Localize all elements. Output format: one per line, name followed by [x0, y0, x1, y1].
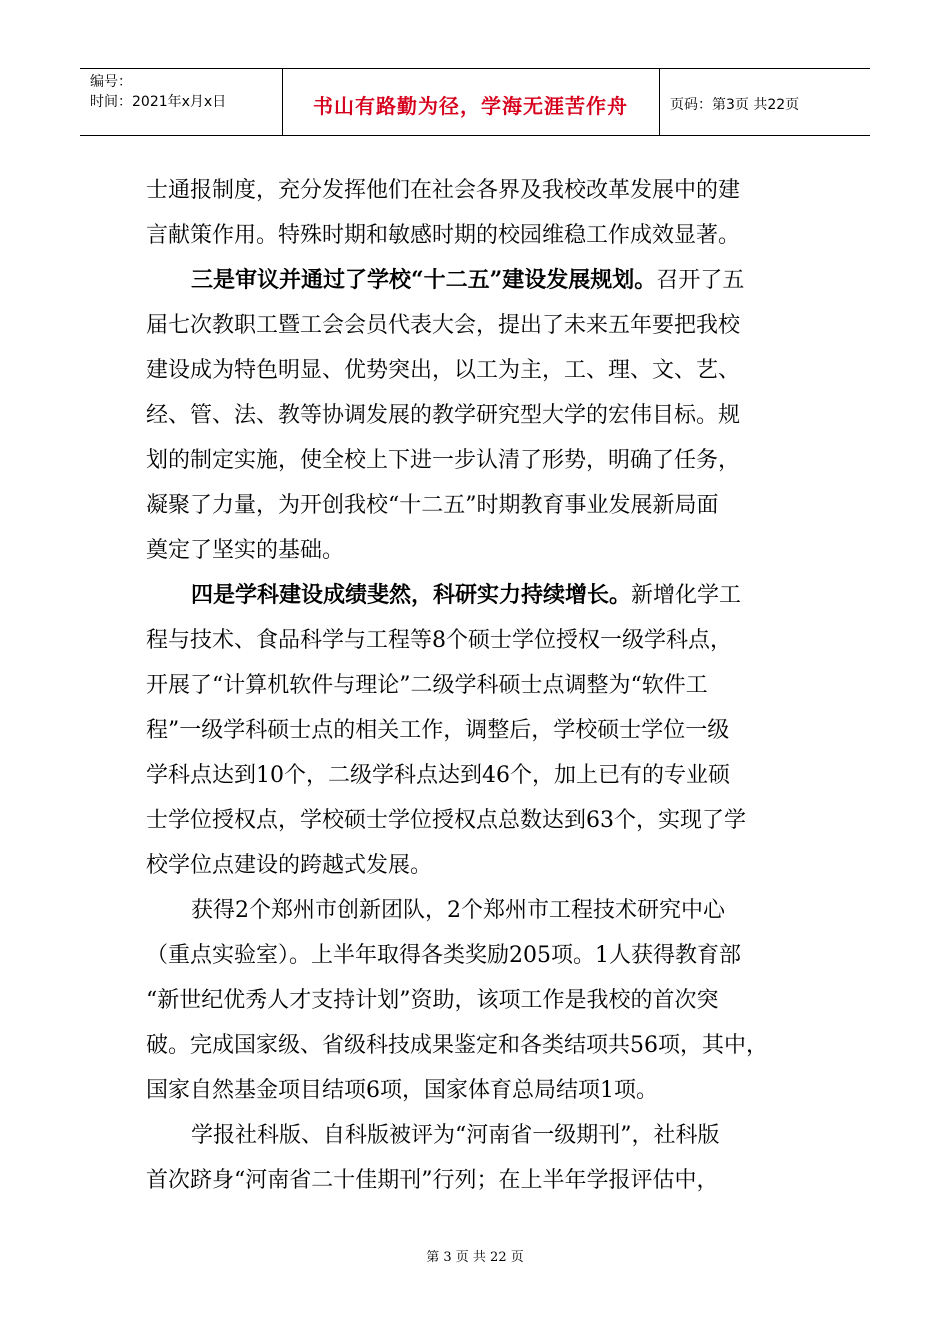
text-line: [146, 753, 816, 798]
header-motto: 书山有路勤为径，学海无涯苦作舟: [313, 94, 628, 118]
text-line: [146, 303, 816, 348]
text-line: [146, 1068, 816, 1113]
header-motto-cell: [282, 69, 660, 135]
text-segment: 获得2个郑州市创新团队，2个郑州市工程技术研究中心: [191, 898, 725, 923]
text-line: [146, 1113, 816, 1158]
text-line: [146, 843, 816, 888]
text-segment: 奠定了坚实的基础。: [146, 538, 345, 563]
text-segment: 经、管、法、教等协调发展的教学研究型大学的宏伟目标。规: [146, 403, 741, 428]
text-segment: （重点实验室）。上半年取得各类奖励205项。1人获得教育部: [146, 943, 741, 968]
text-line: [146, 708, 816, 753]
text-segment: 学科点达到10个，二级学科点达到46个，加上已有的专业硕: [146, 763, 730, 788]
text-segment: 学报社科版、自科版被评为“河南省一级期刊”，社科版: [191, 1123, 720, 1148]
text-line: [146, 258, 816, 303]
text-line: [146, 168, 816, 213]
text-segment: 国家自然基金项目结项6项，国家体育总局结项1项。: [146, 1078, 658, 1103]
text-segment: 建设成为特色明显、优势突出，以工为主，工、理、文、艺、: [146, 358, 741, 383]
text-line: [146, 798, 816, 843]
text-line: [146, 528, 816, 573]
text-line: [146, 933, 816, 978]
paragraph: [146, 573, 816, 888]
text-segment: 届七次教职工暨工会会员代表大会，提出了未来五年要把我校: [146, 313, 741, 338]
text-line: [146, 888, 816, 933]
page-footer: 第 3 页 共 22 页: [426, 1250, 524, 1265]
paragraph: [146, 258, 816, 573]
header-page-info: 页码：第3页 共22页: [670, 97, 800, 113]
text-line: [146, 483, 816, 528]
text-line: [146, 573, 816, 618]
text-line: [146, 1023, 816, 1068]
bold-heading-text: 三是审议并通过了学校“十二五”建设发展规划。: [191, 267, 657, 293]
header-page-cell: [660, 69, 870, 135]
document-code-label: 编号：: [90, 74, 132, 90]
text-line: [146, 978, 816, 1023]
text-line: [146, 213, 816, 258]
paragraph: [146, 1113, 816, 1203]
text-segment: 凝聚了力量，为开创我校“十二五”时期教育事业发展新局面: [146, 493, 719, 518]
header-meta-cell: [80, 69, 283, 135]
document-body: [146, 168, 816, 1203]
text-segment: 划的制定实施，使全校上下进一步认清了形势，明确了任务，: [146, 448, 741, 473]
text-segment: 开展了“计算机软件与理论”二级学科硕士点调整为“软件工: [146, 673, 708, 698]
paragraph: [146, 168, 816, 258]
text-segment: 言献策作用。特殊时期和敏感时期的校园维稳工作成效显著。: [146, 223, 741, 248]
document-time-label: 时间：2021年x月x日: [90, 94, 227, 110]
text-segment: 校学位点建设的跨越式发展。: [146, 853, 433, 878]
text-segment: 新增化学工: [631, 583, 742, 608]
text-segment: “新世纪优秀人才支持计划”资助，该项工作是我校的首次突: [146, 988, 719, 1013]
text-line: [146, 618, 816, 663]
bold-heading-text: 四是学科建设成绩斐然，科研实力持续增长。: [191, 582, 632, 608]
text-segment: 首次跻身“河南省二十佳期刊”行列；在上半年学报评估中，: [146, 1168, 719, 1193]
text-line: [146, 393, 816, 438]
paragraph: [146, 888, 816, 1113]
text-segment: 士学位授权点，学校硕士学位授权点总数达到63个，实现了学: [146, 808, 746, 833]
text-line: [146, 663, 816, 708]
text-line: [146, 348, 816, 393]
text-segment: 程”一级学科硕士点的相关工作，调整后，学校硕士学位一级: [146, 718, 730, 743]
text-segment: 士通报制度，充分发挥他们在社会各界及我校改革发展中的建: [146, 178, 741, 203]
text-line: [146, 1158, 816, 1203]
page-header: [80, 68, 870, 136]
text-line: [146, 438, 816, 483]
text-segment: 程与技术、食品科学与工程等8个硕士学位授权一级学科点，: [146, 628, 732, 653]
text-segment: 破。完成国家级、省级科技成果鉴定和各类结项共56项，其中，: [146, 1033, 768, 1058]
text-segment: 召开了五: [656, 268, 745, 293]
